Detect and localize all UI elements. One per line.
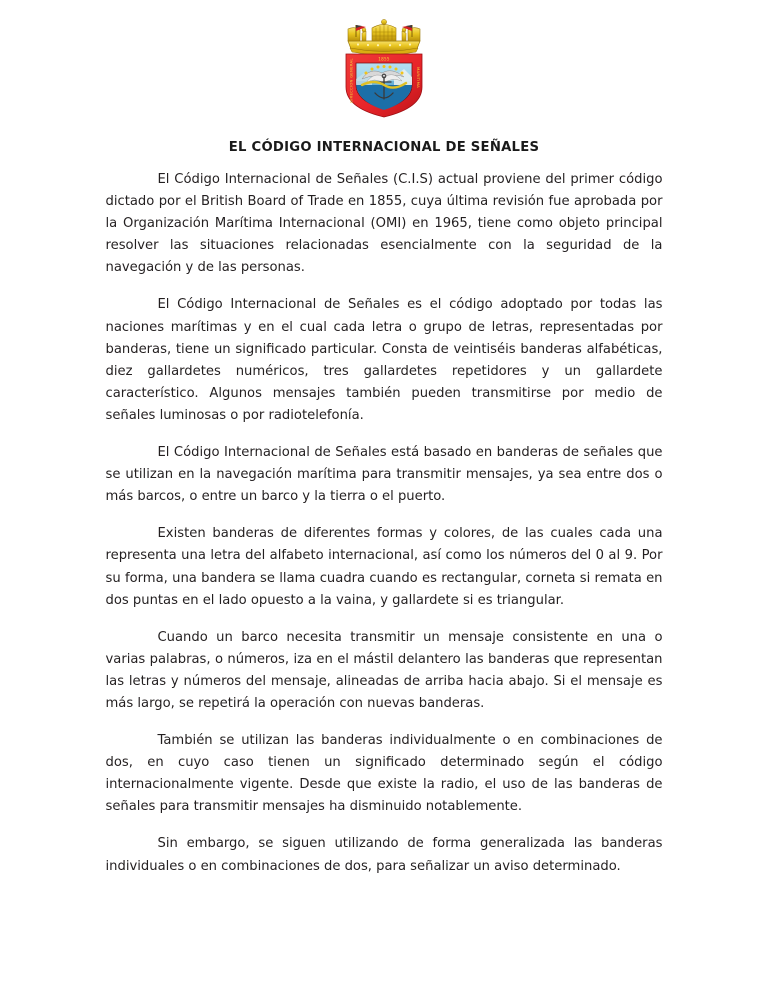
shield-motto-left: DIRECCION GENERAL bbox=[348, 58, 354, 103]
paragraph: Existen banderas de diferentes formas y colores, de las cuales cada una representa una letra del alfabeto internacional, así como los números del 0 al 9. Por su forma, una bandera se llama cuadra cuando es rectangular, corneta si remata en dos puntas en el lado opuesto a la vaina, y gallardete si es triangular. bbox=[105, 526, 663, 608]
paragraph: También se utilizan las banderas individualmente o en combinaciones de dos, en cuyo caso tienen un significado determinado según el código internacionalmente vigente. Desde que existe la radio, el uso de las banderas de señales para transmitir mensajes ha disminuido notablemente. bbox=[105, 733, 663, 815]
emblem-container bbox=[0, 0, 768, 119]
paragraph: Sin embargo, se siguen utilizando de forma generalizada las banderas individuales o en combinaciones de dos, para señalizar un aviso determinado. bbox=[105, 836, 663, 874]
document-body bbox=[106, 155, 663, 878]
paragraph: Cuando un barco necesita transmitir un mensaje consistente en una o varias palabras, o números, iza en el mástil delantero las banderas que representan las letras y números del mensaje, alineadas de arriba hacia abajo. Si el mensaje es más largo, se repetirá la operación con nuevas banderas. bbox=[105, 629, 663, 711]
paragraph: El Código Internacional de Señales (C.I.S) actual proviene del primer código dictado por el British Board of Trade en 1855, cuya última revisión fue aprobada por la Organización Marítima Internacional (OMI) en 1965, tiene como objeto principal resolver las situaciones relacionadas esencialmente con la seguridad de la navegación y de las personas. bbox=[105, 172, 663, 276]
page-title: EL CÓDIGO INTERNACIONAL DE SEÑALES bbox=[228, 140, 540, 155]
shield-motto-top: 1855 bbox=[378, 56, 390, 62]
naval-coat-of-arms-icon bbox=[328, 11, 440, 119]
paragraph: El Código Internacional de Señales es el código adoptado por todas las naciones marítimas y en el cual cada letra o grupo de letras, representadas por banderas, tiene un significado particular. Consta de veintiséis banderas alfabéticas, diez gallardetes numéricos, tres gallardetes repetidores y un gallardete característico. Algunos mensajes también pueden transmitirse por medio de señales luminosas o por radiotelefonía. bbox=[105, 297, 663, 423]
shield-motto-right: MARITIMA bbox=[416, 67, 421, 89]
shield-group bbox=[346, 54, 422, 117]
paragraph: El Código Internacional de Señales está basado en banderas de señales que se utilizan en la navegación marítima para transmitir mensajes, ya sea entre dos o más barcos, o entre un barco y la tierra o el puerto. bbox=[105, 445, 663, 505]
crown-group bbox=[348, 19, 420, 55]
